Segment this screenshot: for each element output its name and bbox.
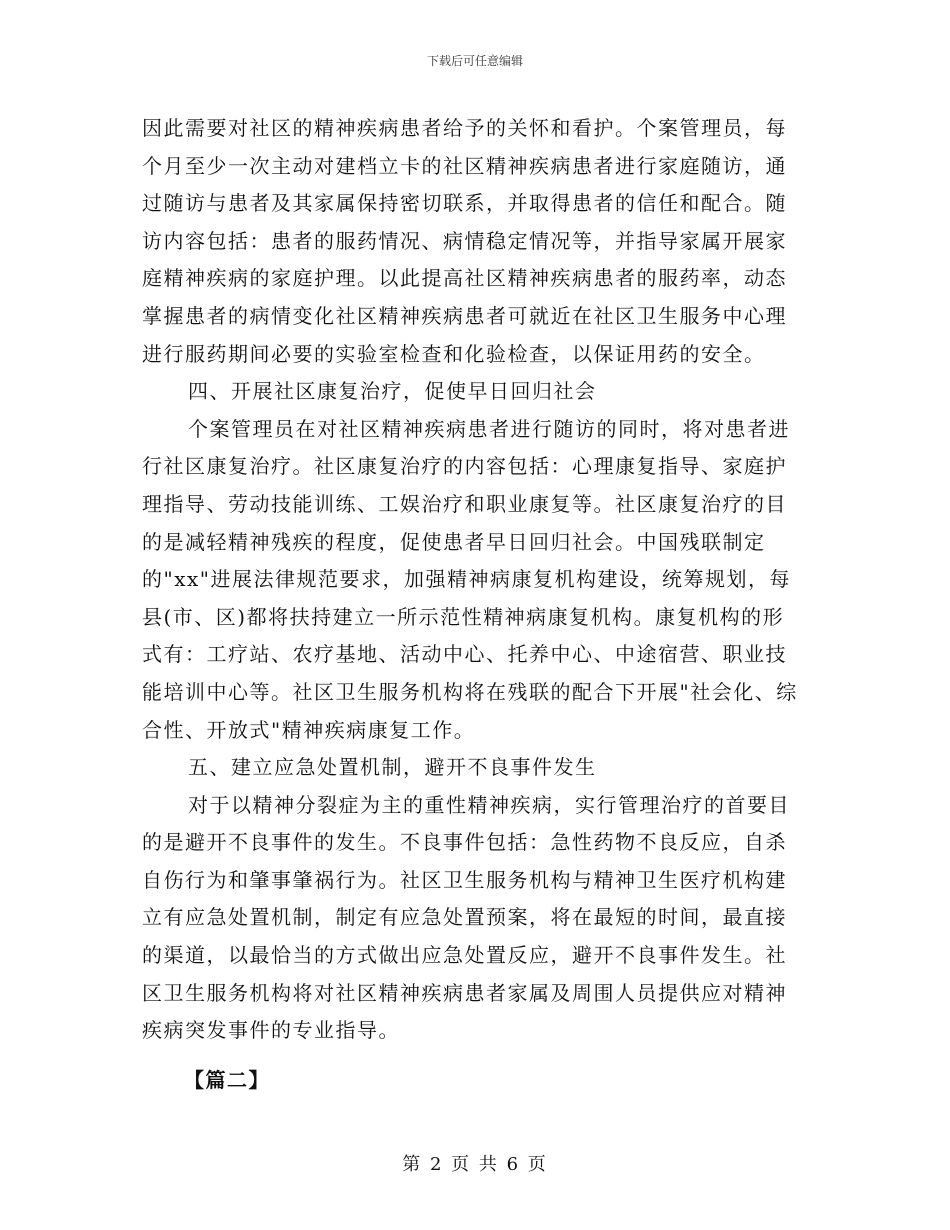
text-line: 的渠道，以最恰当的方式做出应急处置反应，避开不良事件发生。社 — [142, 943, 787, 968]
text-line: 疾病突发事件的专业指导。 — [142, 1018, 400, 1043]
text-line: 个案管理员在对社区精神疾病患者进行随访的同时，将对患者进 — [188, 416, 790, 441]
text-line: 因此需要对社区的精神疾病患者给予的关怀和看护。个案管理员，每 — [142, 116, 787, 140]
document-body — [142, 110, 822, 1099]
text-line: 对于以精神分裂症为主的重性精神疾病，实行管理治疗的首要目 — [188, 792, 790, 817]
part-label: 【篇二】 — [184, 1067, 270, 1092]
text-line: 区卫生服务机构将对社区精神疾病患者家属及周围人员提供应对精神 — [142, 980, 787, 1005]
text-line: 行社区康复治疗。社区康复治疗的内容包括：心理康复指导、家庭护 — [142, 454, 787, 479]
text-line: 合性、开放式"精神疾病康复工作。 — [142, 717, 476, 742]
text-line: 掌握患者的病情变化社区精神疾病患者可就近在社区卫生服务中心理 — [142, 303, 787, 328]
text-line: 访内容包括：患者的服药情况、病情稳定情况等，并指导家属开展家 — [142, 228, 787, 253]
page-footer: 第 2 页 共 6 页 — [402, 1154, 548, 1175]
text-line: 庭精神疾病的家庭护理。以此提高社区精神疾病患者的服药率，动态 — [142, 266, 787, 291]
text-line: 县(市、区)都将扶持建立一所示范性精神病康复机构。康复机构的形 — [142, 604, 785, 629]
text-line: 的"xx"进展法律规范要求，加强精神病康复机构建设，统筹规划，每 — [142, 567, 791, 592]
text-line: 进行服药期间必要的实验室检查和化验检查，以保证用药的安全。 — [142, 341, 766, 366]
text-line: 过随访与患者及其家属保持密切联系，并取得患者的信任和配合。随 — [142, 191, 787, 216]
text-line: 能培训中心等。社区卫生服务机构将在残联的配合下开展"社会化、综 — [142, 679, 798, 704]
section-heading: 四、开展社区康复治疗，促使早日回归社会 — [188, 379, 597, 404]
text-line: 的是减轻精神残疾的程度，促使患者早日回归社会。中国残联制定 — [142, 529, 766, 554]
text-line: 立有应急处置机制，制定有应急处置预案，将在最短的时间，最直接 — [142, 905, 787, 930]
text-line: 个月至少一次主动对建档立卡的社区精神疾病患者进行家庭随访，通 — [142, 153, 787, 178]
text-line: 的是避开不良事件的发生。不良事件包括：急性药物不良反应，自杀 — [142, 830, 787, 855]
text-line: 理指导、劳动技能训练、工娱治疗和职业康复等。社区康复治疗的目 — [142, 491, 787, 516]
text-line: 自伤行为和肇事肇祸行为。社区卫生服务机构与精神卫生医疗机构建 — [142, 867, 787, 892]
section-heading: 五、建立应急处置机制，避开不良事件发生 — [188, 755, 597, 780]
text-line: 式有：工疗站、农疗基地、活动中心、托养中心、中途宿营、职业技 — [142, 642, 787, 667]
page-header: 下载后可任意编辑 — [426, 54, 523, 68]
